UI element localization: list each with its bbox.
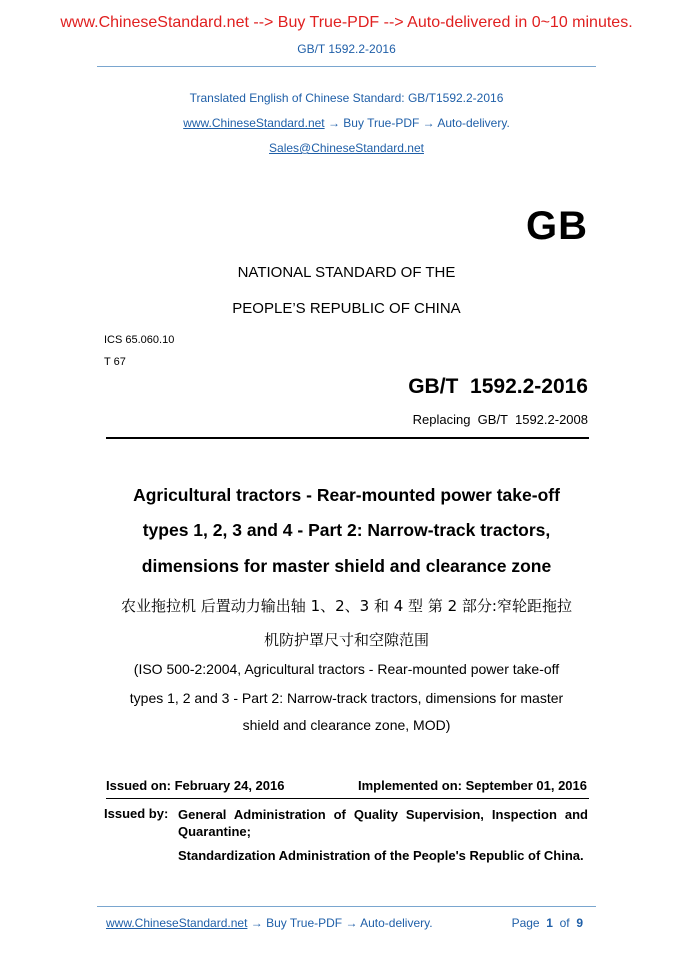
buy-link-line xyxy=(0,116,693,130)
issued-by-label: Issued by: xyxy=(104,806,169,821)
footer-buy-line xyxy=(106,916,433,930)
national-standard-line2: PEOPLE’S REPUBLIC OF CHINA xyxy=(232,300,461,317)
gb-logo: GB xyxy=(526,204,588,248)
page-indicator xyxy=(512,916,583,930)
replacing-note: Replacing GB/T 1592.2-2008 xyxy=(412,412,588,427)
iso-ref-line2: types 1, 2 and 3 - Part 2: Narrow-track tractors, dimensions for master xyxy=(129,690,564,706)
footer-site-link[interactable]: www.ChineseStandard.net xyxy=(106,916,248,930)
buy-text: → Buy True-PDF → Auto-delivery. xyxy=(324,116,510,130)
page-current: 1 xyxy=(546,916,553,930)
title-cn-line2: 机防护罩尺寸和空隙范围 xyxy=(263,631,429,649)
site-link[interactable]: www.ChineseStandard.net xyxy=(183,116,325,130)
title-cn-line1: 农业拖拉机 后置动力输出轴 1、2、3 和 4 型 第 2 部分:窄轮距拖拉 xyxy=(121,597,572,615)
t-code: T 67 xyxy=(104,356,126,368)
dates-divider xyxy=(106,798,589,799)
translation-notice: Translated English of Chinese Standard: GB/T1592.2-2016 xyxy=(189,91,504,105)
page-total: 9 xyxy=(576,916,583,930)
ics-code: ICS 65.060.10 xyxy=(104,334,175,346)
issuer-org-1: General Administration of Quality Supervision, Inspection and Quarantine; xyxy=(178,807,588,839)
header-divider xyxy=(97,66,596,67)
title-en-line1: Agricultural tractors - Rear-mounted power take-off xyxy=(133,485,560,505)
title-en-line3: dimensions for master shield and clearance zone xyxy=(141,556,552,576)
header-doc-code: GB/T 1592.2-2016 xyxy=(297,42,396,56)
issuer-org-2: Standardization Administration of the People's Republic of China. xyxy=(178,848,584,863)
national-standard-line1: NATIONAL STANDARD OF THE xyxy=(237,264,456,281)
page-label: Page xyxy=(511,916,540,930)
top-banner[interactable]: www.ChineseStandard.net --> Buy True-PDF --> Auto-delivered in 0~10 minutes. xyxy=(60,14,633,31)
title-divider xyxy=(106,437,589,439)
sales-email-link[interactable]: Sales@ChineseStandard.net xyxy=(269,141,424,155)
issued-on-date: Issued on: February 24, 2016 xyxy=(106,778,285,793)
standard-number: GB/T 1592.2-2016 xyxy=(408,375,588,398)
sales-line xyxy=(0,141,693,155)
implemented-on-date: Implemented on: September 01, 2016 xyxy=(357,778,587,793)
iso-ref-line1: (ISO 500-2:2004, Agricultural tractors - Rear-mounted power take-off xyxy=(133,661,560,677)
title-en-line2: types 1, 2, 3 and 4 - Part 2: Narrow-track tractors, xyxy=(142,520,551,540)
footer-divider xyxy=(97,906,596,907)
footer-buy-text: → Buy True-PDF → Auto-delivery. xyxy=(247,916,433,930)
iso-ref-line3: shield and clearance zone, MOD) xyxy=(242,717,451,733)
page-of: of xyxy=(559,916,570,930)
